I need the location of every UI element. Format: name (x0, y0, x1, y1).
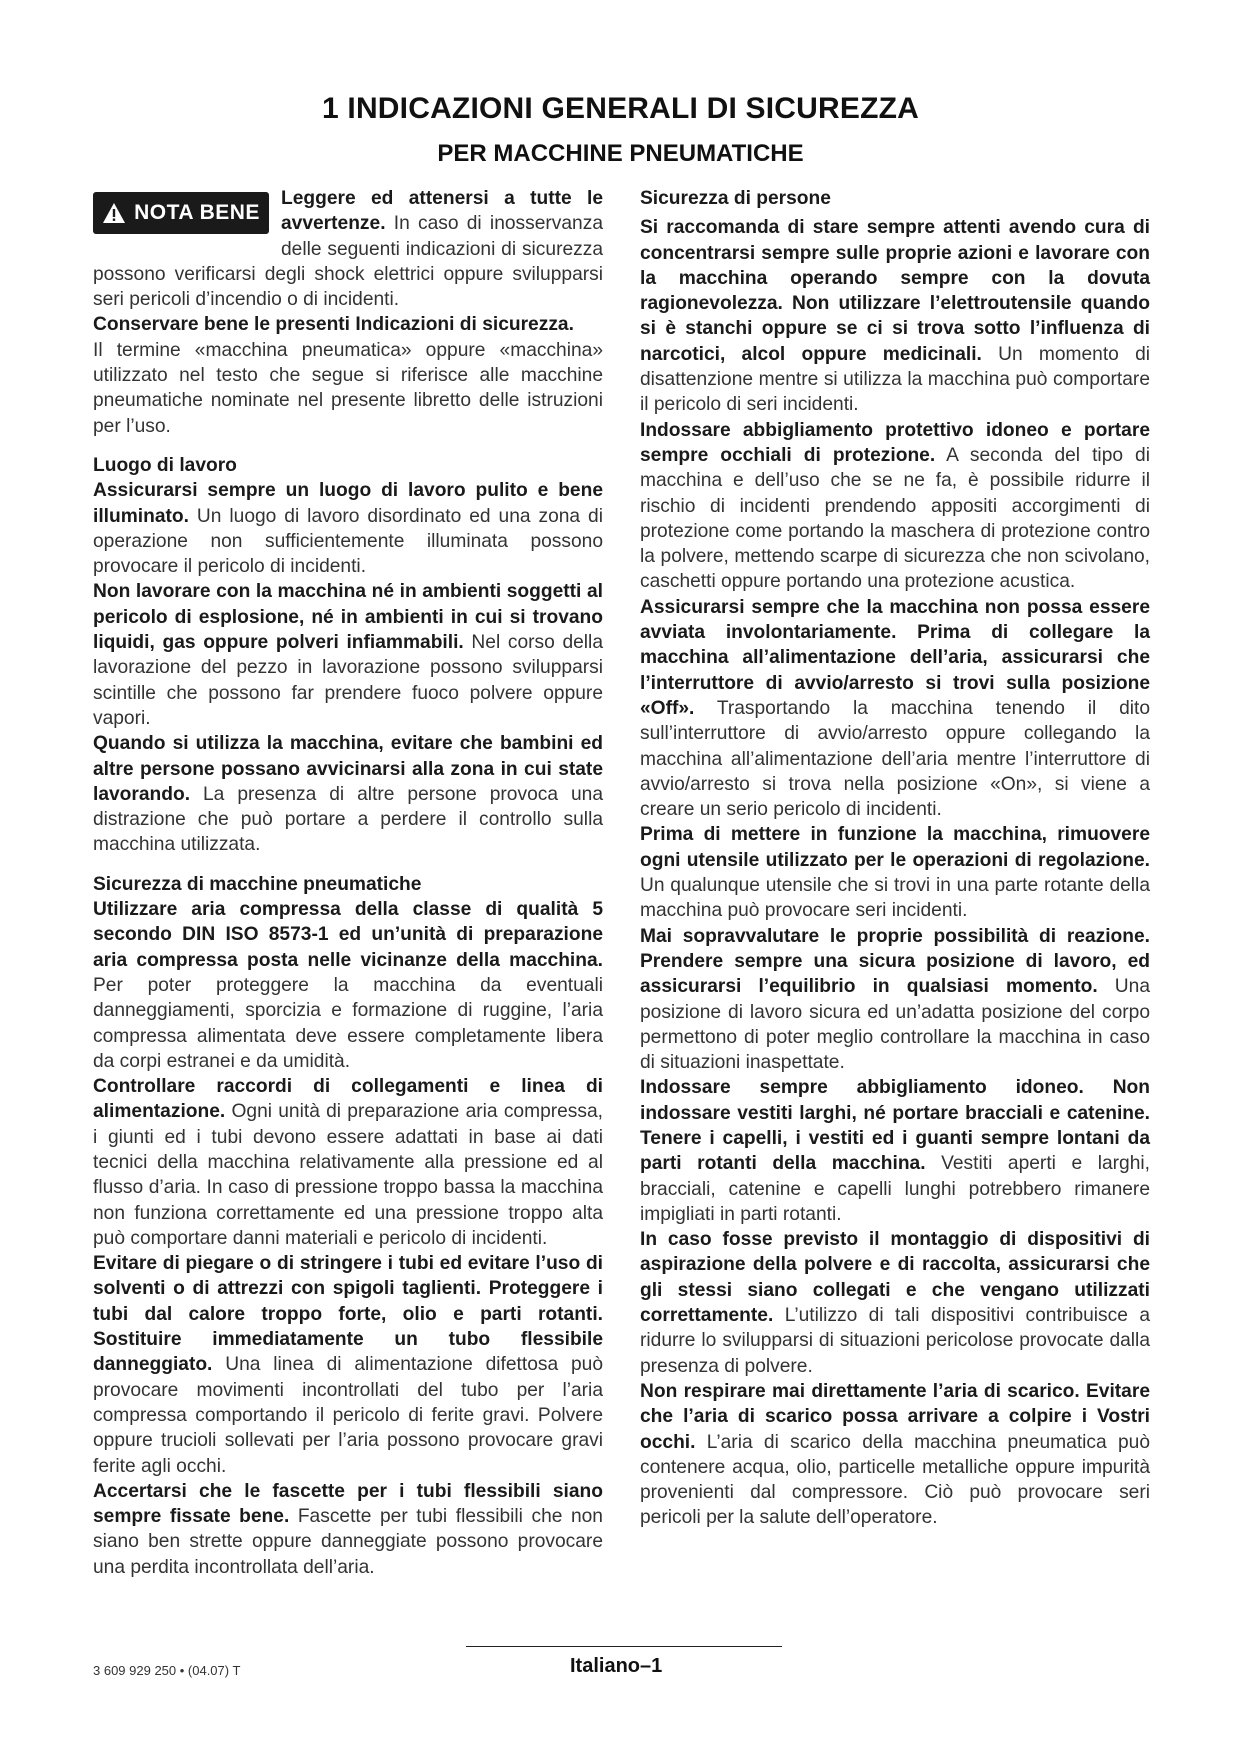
paragraph-bold: Si raccomanda di stare sempre attenti avendo cura di concentrarsi sempre sulle proprie azioni e lavorare con la macchina operando sempre con la dovuta ragionevolezza. Non utilizzare l’elettroutensile quando si è stanchi oppure se ci si trova sotto l’influenza di narcotici, alcol oppure medicinali. (640, 217, 1150, 365)
paragraph-bold: Conservare bene le presenti Indicazioni di sicurezza. (93, 314, 574, 336)
paragraph-bold: Quando si utilizza la macchina, evitare che bambini ed altre persone possano avvicinarsi alla zona in cui state lavorando. (93, 733, 603, 805)
footer-divider (466, 1646, 782, 1647)
paragraph-bold: Leggere ed attenersi a tutte le avvertenze. (281, 188, 603, 235)
page-title: 1 INDICAZIONI GENERALI DI SICUREZZA (321, 92, 920, 125)
paragraph-text: La presenza di altre persone provoca una distrazione che può portare a perdere il controllo sulla macchina utilizzata. (93, 783, 603, 856)
paragraph-bold: Evitare di piegare o di stringere i tubi ed evitare l’uso di solventi o di attrezzi con spigoli taglienti. Proteggere i tubi dal calore troppo forte, olio e parti rotanti. Sostituire immediatamente un tubo flessibile danneggiato. (93, 1253, 603, 1376)
paragraph-text: Un momento di disattenzione mentre si utilizza la macchina può comportare il pericolo di seri incidenti. (640, 343, 1150, 416)
paragraph (640, 418, 1150, 595)
paragraph-bold: Accertarsi che le fascette per i tubi flessibili siano sempre fissate bene. (93, 1480, 603, 1528)
left-column (93, 186, 603, 1580)
section-heading: Luogo di lavoro (93, 454, 237, 476)
paragraph-text: Per poter proteggere la macchina da eventuali danneggiamenti, sporcizia e formazione di ruggine, l’aria compressa alimentata deve essere completamente libera da corpi estranei e da umidità. (93, 974, 603, 1072)
paragraph (640, 1379, 1150, 1531)
paragraph-bold: Non respirare mai direttamente l’aria di scarico. Evitare che l’aria di scarico possa arrivare a colpire i Vostri occhi. (640, 1380, 1150, 1453)
paragraph-bold: Controllare raccordi di collegamenti e linea di alimentazione. (93, 1076, 603, 1123)
paragraph (640, 822, 1150, 923)
paragraph-text: Una posizione di lavoro sicura ed un’adatta posizione del corpo permettono di poter meglio controllare la macchina in caso di situazioni inaspettate. (640, 976, 1150, 1074)
paragraph (93, 1074, 603, 1251)
paragraph-text: Ogni unità di preparazione aria compressa, i giunti ed i tubi devono essere adattati in base ai dati tecnici della macchina relativamente alla pressione ed al flusso d’aria. In caso di pressione troppo bassa la macchina non funziona correttamente ed una pressione troppo alta può comportare danni materiali e pericolo di incidenti. (93, 1101, 603, 1249)
paragraph-bold: Prima di mettere in funzione la macchina, rimuovere ogni utensile utilizzato per le operazioni di regolazione. (640, 824, 1150, 871)
page-subtitle: PER MACCHINE PNEUMATICHE (437, 140, 804, 167)
paragraph-bold: Non lavorare con la macchina né in ambienti soggetti al pericolo di esplosione, né in ambienti in cui si trovano liquidi, gas oppure polveri infiammabili. (93, 581, 603, 654)
page-number: Italiano–1 (570, 1655, 663, 1677)
paragraph-text: L’aria di scarico della macchina pneumatica può contenere acqua, olio, particelle metalliche oppure impurità provenienti dal compressore. Ciò può provocare seri pericoli per la salute dell’operatore. (640, 1431, 1150, 1529)
paragraph-text: Nel corso della lavorazione del pezzo in lavorazione possono svilupparsi scintille che possono far prendere fuoco polvere oppure vapori. (93, 632, 603, 729)
paragraph-text: Il termine «macchina pneumatica» oppure «macchina» utilizzato nel testo che segue si riferisce alle macchine pneumatiche nominate nel presente libretto delle istruzioni per l’uso. (93, 339, 603, 437)
warning-triangle-icon (102, 202, 126, 224)
paragraph (93, 1251, 603, 1479)
badge-label: NOTA BENE (134, 201, 260, 225)
paragraph-text: A seconda del tipo di macchina e dell’uso che se ne fa, è possibile ridurre il rischio di incidenti prendendo appositi accorgimenti di protezione come portando la maschera di protezione contro la polvere, mettendo scarpe di sicurezza che non scivolano, caschetti oppure portando una protezione acustica. (640, 444, 1150, 593)
paragraph-bold: Assicurarsi sempre che la macchina non possa essere avviata involontariamente. Prima di collegare la macchina all’alimentazione dell’aria, assicurarsi che l’interruttore di avvio/arresto si trovi sulla posizione «Off». (640, 596, 1150, 719)
paragraph (640, 924, 1150, 1076)
nota-bene-badge (93, 192, 269, 234)
paragraph (640, 1227, 1150, 1379)
paragraph (93, 579, 603, 731)
paragraph (93, 731, 603, 857)
paragraph-bold: In caso fosse previsto il montaggio di dispositivi di aspirazione della polvere e di raccolta, assicurarsi che gli stessi siano collegati e che vengano utilizzati correttamente. (640, 1229, 1150, 1327)
paragraph-text: In caso di inosservanza delle seguenti indicazioni di sicurezza possono verificarsi degli shock elettrici oppure svilupparsi seri pericoli d’incendio o di incidenti. (93, 213, 603, 311)
section-heading: Sicurezza di persone (640, 188, 831, 209)
paragraph (93, 897, 603, 1074)
paragraph-bold: Assicurarsi sempre un luogo di lavoro pulito e bene illuminato. (93, 480, 603, 527)
paragraph-text: L’utilizzo di tali dispositivi contribuisce a ridurre lo svilupparsi di situazioni pericolose provocate dalla presenza di polvere. (640, 1305, 1150, 1377)
paragraph-text: Un luogo di lavoro disordinato ed una zona di operazione non sufficientemente illuminata possono provocare il pericolo di incidenti. (93, 505, 603, 578)
paragraph-text: Vestiti aperti e larghi, bracciali, catenine e capelli lunghi potrebbero rimanere impigliati in parti rotanti. (640, 1153, 1150, 1225)
paragraph-text: Fascette per tubi flessibili che non siano ben strette oppure danneggiate possono provocare una perdita incontrollata dell’aria. (93, 1506, 603, 1578)
paragraph-bold: Indossare abbigliamento protettivo idoneo e portare sempre occhiali di protezione. (640, 419, 1150, 466)
paragraph (640, 215, 1150, 417)
paragraph (640, 595, 1150, 823)
right-column (640, 186, 1150, 1531)
paragraph (93, 1479, 603, 1580)
paragraph-text: Trasportando la macchina tenendo il dito sull’interruttore di avvio/arresto oppure collegando la macchina all’alimentazione dell’aria mentre l’interruttore di avvio/arresto si trova nella posizione «On», si viene a creare un serio pericolo di incidenti. (640, 697, 1150, 821)
paragraph-bold: Mai sopravvalutare le proprie possibilità di reazione. Prendere sempre una sicura posizione di lavoro, ed assicurarsi l’equilibrio in qualsiasi momento. (640, 925, 1150, 998)
paragraph (640, 1075, 1150, 1227)
section-heading: Sicurezza di macchine pneumatiche (93, 873, 422, 895)
paragraph (93, 478, 603, 579)
paragraph-text: Un qualunque utensile che si trovi in una parte rotante della macchina può provocare seri incidenti. (640, 875, 1150, 922)
paragraph-bold: Utilizzare aria compressa della classe di qualità 5 secondo DIN ISO 8573-1 ed un’unità di preparazione aria compressa posta nelle vicinanze della macchina. (93, 899, 603, 971)
paragraph-text: Una linea di alimentazione difettosa può provocare movimenti incontrollati del tubo per l’aria compressa comportando il pericolo di ferite gravi. Polvere oppure trucioli sollevati per l’aria possono provocare gravi ferite agli occhi. (93, 1354, 603, 1477)
paragraph-bold: Indossare sempre abbigliamento idoneo. Non indossare vestiti larghi, né portare bracciali e catenine. Tenere i capelli, i vestiti ed i guanti sempre lontani da parti rotanti della macchina. (640, 1077, 1150, 1175)
document-code: 3 609 929 250 • (04.07) T (93, 1663, 241, 1678)
